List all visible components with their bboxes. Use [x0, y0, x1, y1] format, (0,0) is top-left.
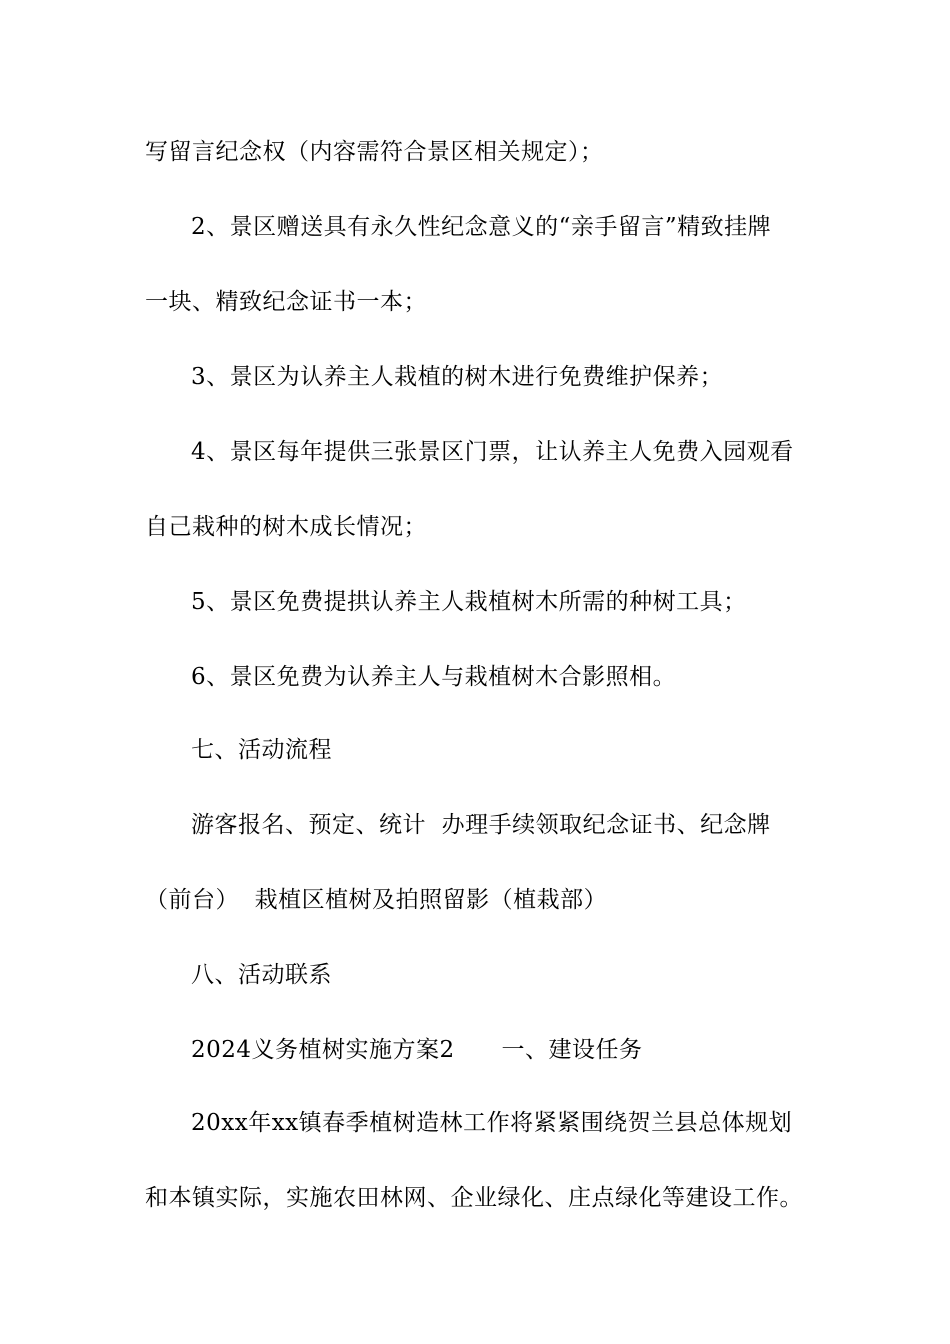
- section-heading-8: 八、活动联系: [191, 962, 332, 988]
- text-line-1: 写留言纪念权（内容需符合景区相关规定）；: [145, 139, 604, 165]
- text-line-10: 游客报名、预定、统计 办理手续领取纪念证书、纪念牌: [191, 812, 771, 838]
- plan-title-line: 2024义务植树实施方案2 一、建设任务: [191, 1037, 643, 1063]
- text-line-14: 20xx年xx镇春季植树造林工作将紧紧围绕贺兰县总体规划: [191, 1110, 793, 1136]
- section-heading-7: 七、活动流程: [191, 737, 332, 763]
- text-line-3: 一块、精致纪念证书一本；: [145, 289, 427, 315]
- text-line-15: 和本镇实际，实施农田林网、企业绿化、庄点绿化等建设工作。: [145, 1185, 803, 1211]
- text-line-6: 自己栽种的树木成长情况；: [145, 514, 427, 540]
- text-line-7: 5、景区免费提拱认养主人栽植树木所需的种树工具；: [191, 589, 747, 615]
- text-line-11: （前台） 栽植区植树及拍照留影（植栽部）: [145, 887, 608, 913]
- text-line-8: 6、景区免费为认养主人与栽植树木合影照相。: [191, 664, 677, 690]
- text-line-4: 3、景区为认养主人栽植的树木进行免费维护保养；: [191, 364, 724, 390]
- text-line-5: 4、景区每年提供三张景区门票，让认养主人免费入园观看: [191, 439, 794, 465]
- text-line-2: 2、景区赠送具有永久性纪念意义的“亲手留言”精致挂牌: [191, 214, 772, 240]
